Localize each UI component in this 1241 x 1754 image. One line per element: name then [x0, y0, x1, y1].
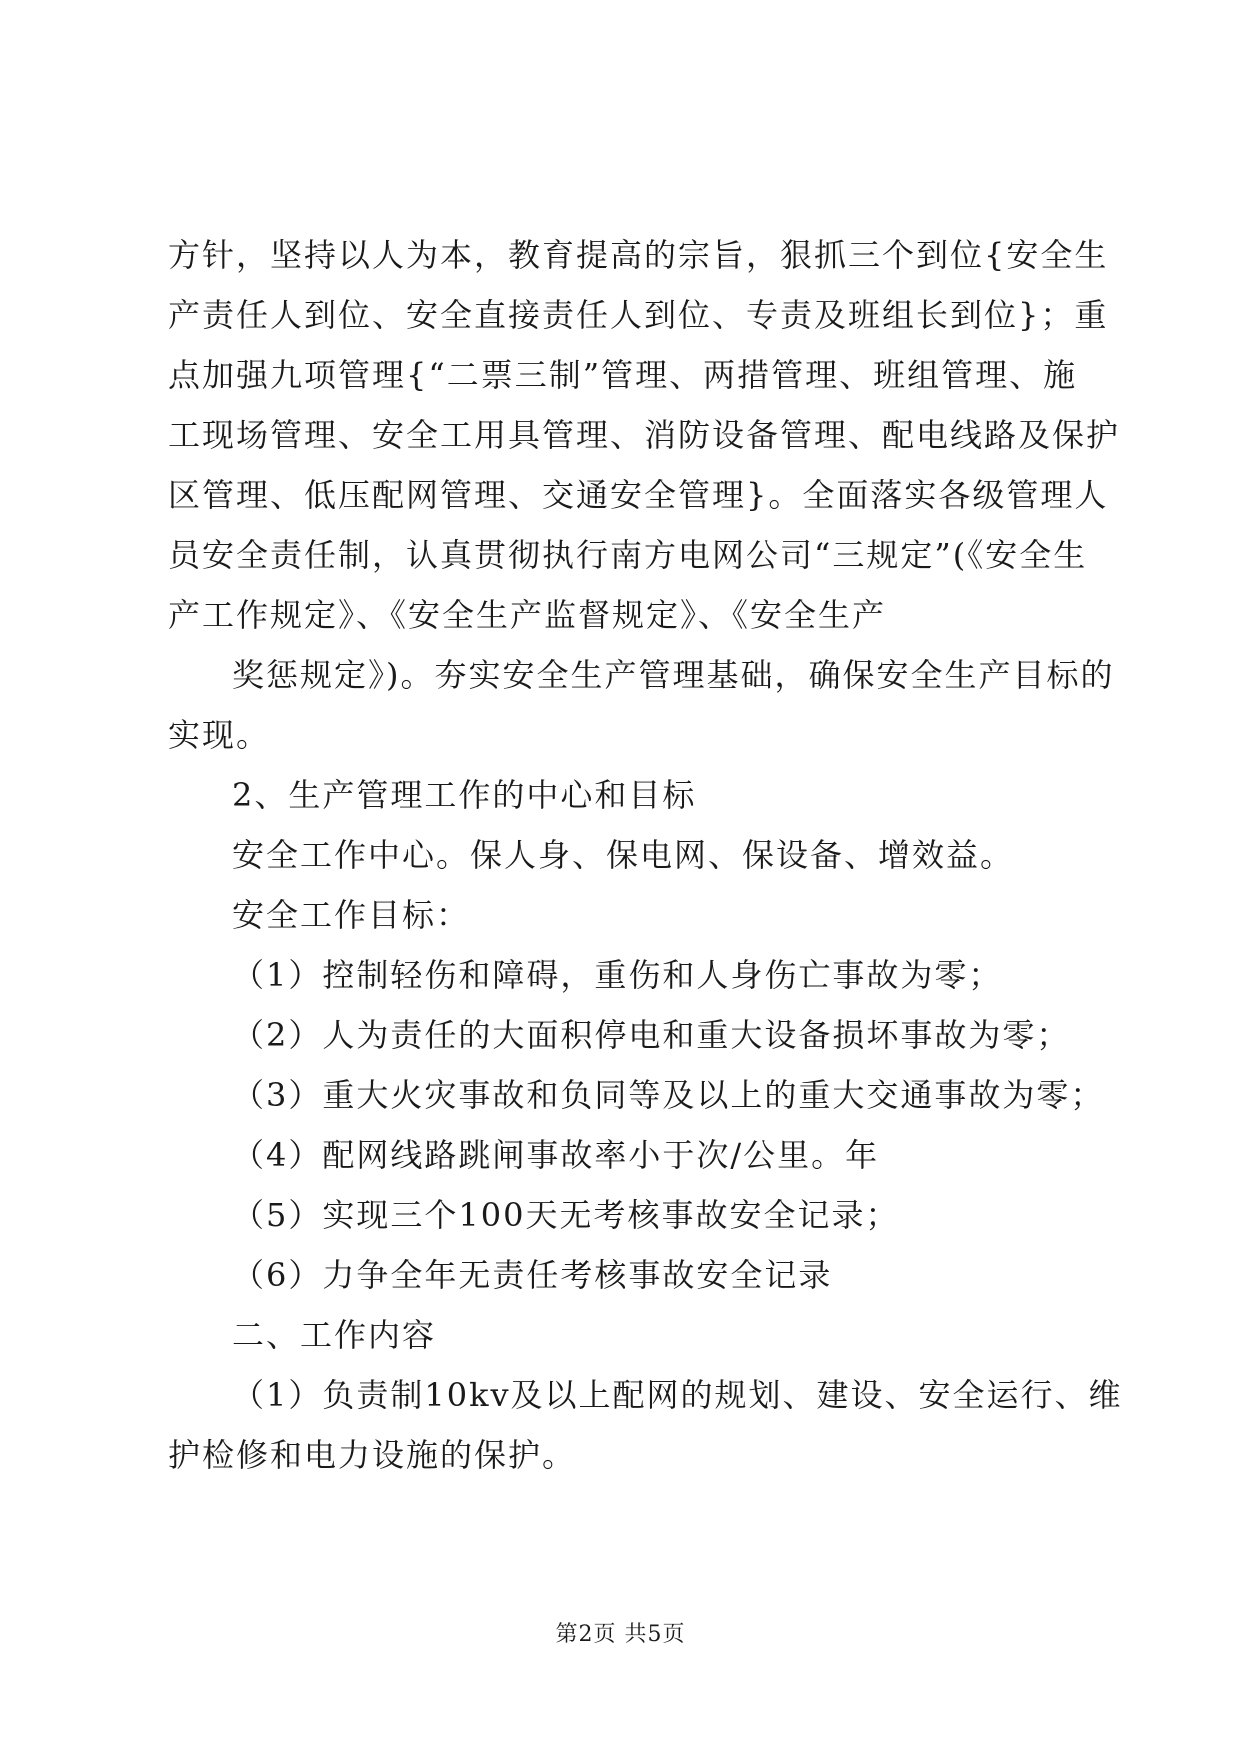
list-item: （2）人为责任的大面积停电和重大设备损坏事故为零； [232, 1016, 1071, 1054]
list-item: （5）实现三个100天无考核事故安全记录； [232, 1196, 900, 1234]
list-item: （1）控制轻伤和障碍，重伤和人身伤亡事故为零； [232, 956, 1003, 994]
list-item: （6）力争全年无责任考核事故安全记录 [232, 1256, 833, 1294]
paragraph-line: 员安全责任制，认真贯彻执行南方电网公司“三规定”(《安全生 [168, 536, 1088, 574]
paragraph-line: 护检修和电力设施的保护。 [168, 1436, 577, 1474]
paragraph-line: 产工作规定》、《安全生产监督规定》、《安全生产 [168, 596, 887, 634]
paragraph-line: 奖惩规定》)。夯实安全生产管理基础，确保安全生产目标的 [232, 656, 1115, 694]
list-item: （3）重大火灾事故和负同等及以上的重大交通事故为零； [232, 1076, 1105, 1114]
paragraph-line: 工现场管理、安全工用具管理、消防设备管理、配电线路及保护 [168, 416, 1121, 454]
paragraph-line: 实现。 [168, 716, 271, 754]
section-heading: 2、生产管理工作的中心和目标 [232, 776, 697, 814]
list-item: （4）配网线路跳闸事故率小于次/公里。年 [232, 1136, 880, 1174]
paragraph-line: 产责任人到位、安全直接责任人到位、专责及班组长到位}；重 [168, 296, 1109, 334]
section-heading: 二、工作内容 [232, 1316, 437, 1354]
list-item: （1）负责制10kv及以上配网的规划、建设、安全运行、维 [232, 1376, 1123, 1414]
paragraph-line: 点加强九项管理{“二票三制”管理、两措管理、班组管理、施 [168, 356, 1078, 394]
paragraph-line: 区管理、低压配网管理、交通安全管理}。全面落实各级管理人 [168, 476, 1109, 514]
page-number-footer: 第2页 共5页 [555, 1622, 686, 1647]
paragraph-line: 安全工作目标： [232, 896, 471, 934]
paragraph-line: 安全工作中心。保人身、保电网、保设备、增效益。 [232, 836, 1015, 874]
paragraph-line: 方针，坚持以人为本，教育提高的宗旨，狠抓三个到位{安全生 [168, 236, 1109, 274]
